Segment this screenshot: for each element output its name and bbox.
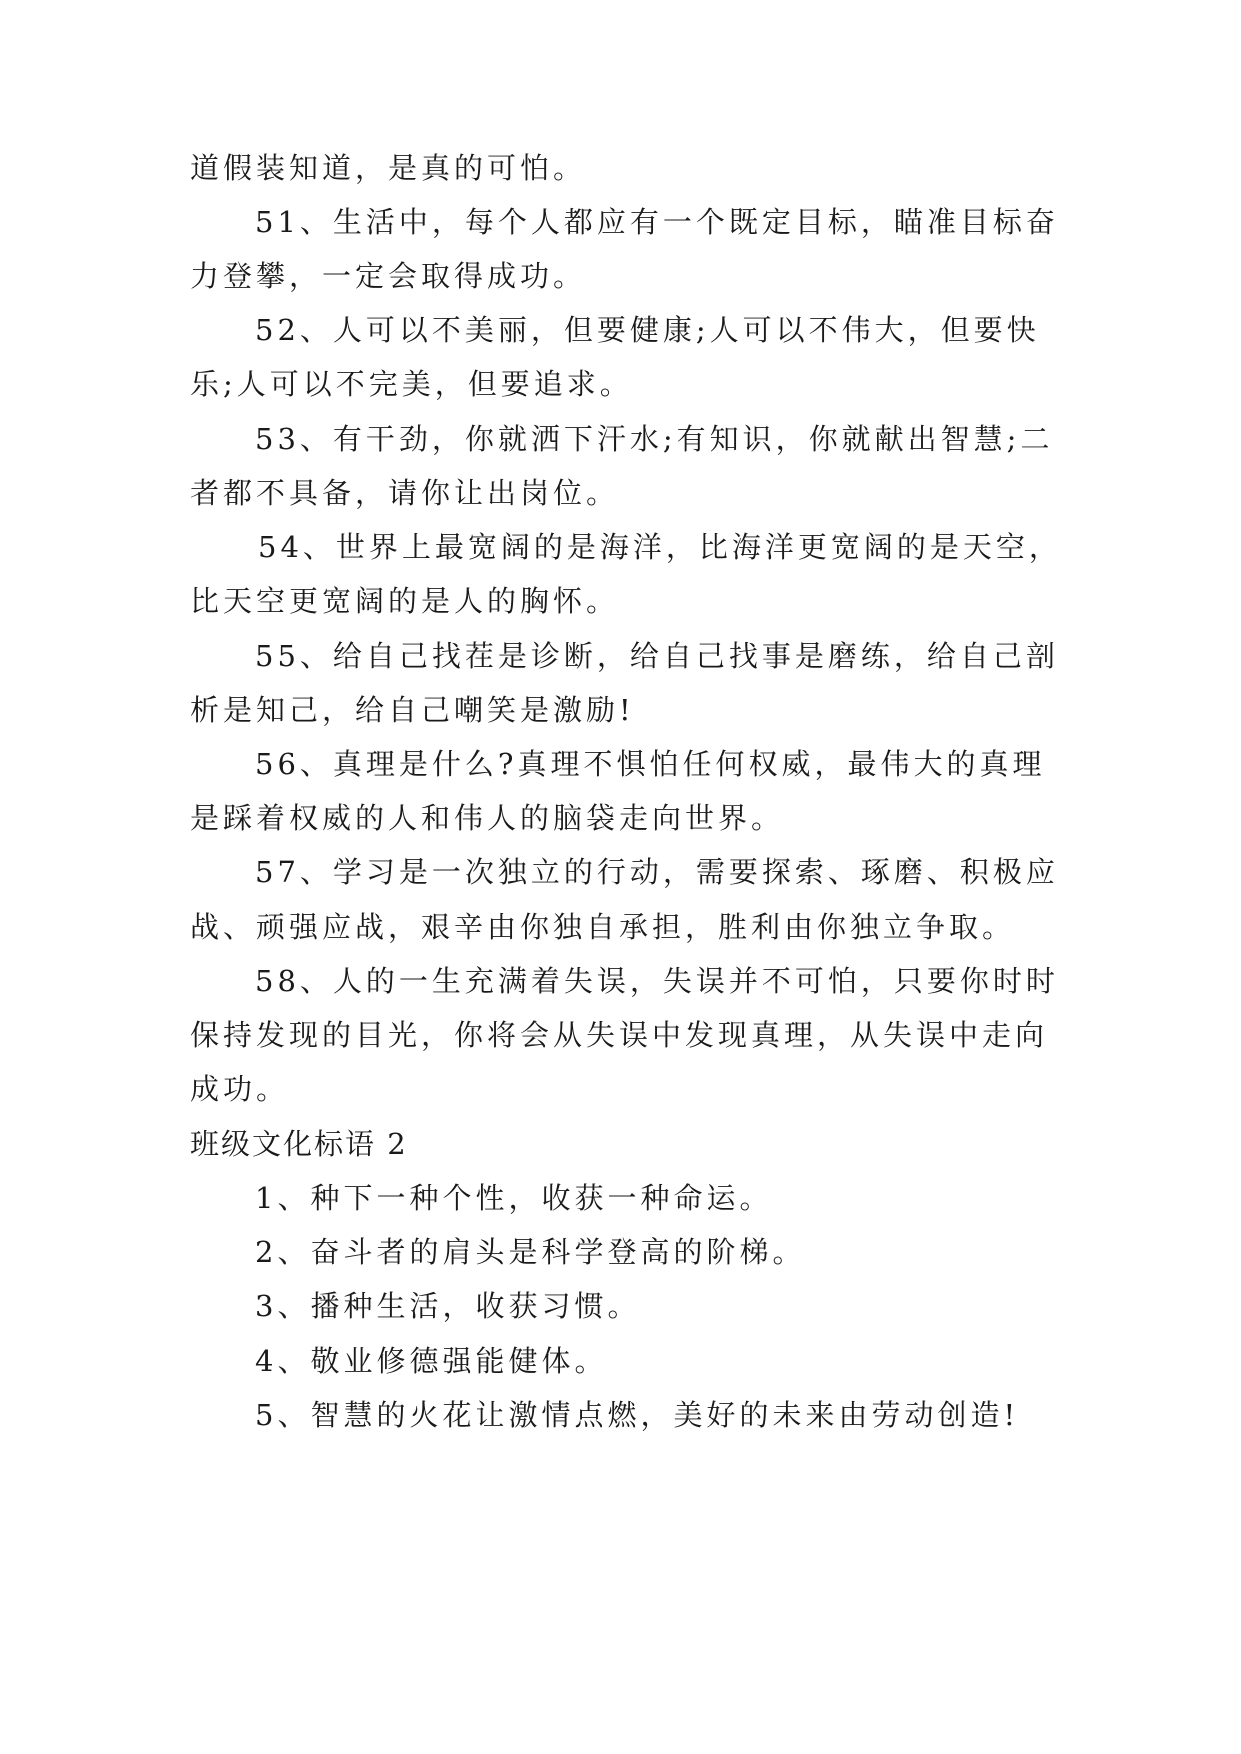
section-heading: 班级文化标语 2 — [190, 1127, 408, 1161]
list-item-4: 4、敬业修德强能健体。 — [255, 1344, 608, 1378]
list-item-58: 58、人的一生充满着失误，失误并不可怕，只要你时时 — [255, 964, 1059, 998]
list-item-56: 56、真理是什么?真理不惧怕任何权威，最伟大的真理 — [255, 747, 1046, 781]
text-line: 成功。 — [190, 1072, 290, 1106]
text-line: 保持发现的目光，你将会从失误中发现真理，从失误中走向 — [190, 1018, 1049, 1052]
text-line: 乐;人可以不完美，但要追求。 — [190, 367, 633, 401]
list-item-51: 51、生活中，每个人都应有一个既定目标，瞄准目标奋 — [255, 205, 1059, 239]
text-line: 者都不具备，请你让出岗位。 — [190, 476, 620, 510]
list-item-54: 54、世界上最宽阔的是海洋，比海洋更宽阔的是天空， — [258, 530, 1062, 564]
list-item-52: 52、人可以不美丽，但要健康;人可以不伟大，但要快 — [255, 313, 1040, 347]
text-line: 力登攀，一定会取得成功。 — [190, 259, 587, 293]
list-item-3: 3、播种生活，收获习惯。 — [255, 1289, 641, 1323]
list-item-1: 1、种下一种个性，收获一种命运。 — [255, 1181, 773, 1215]
text-line: 战、顽强应战，艰辛由你独自承担，胜利由你独立争取。 — [190, 910, 1016, 944]
list-item-57: 57、学习是一次独立的行动，需要探索、琢磨、积极应 — [255, 855, 1059, 889]
text-line: 析是知己，给自己嘲笑是激励! — [190, 693, 635, 727]
list-item-2: 2、奋斗者的肩头是科学登高的阶梯。 — [255, 1235, 806, 1269]
text-line: 道假装知道，是真的可怕。 — [190, 151, 587, 185]
list-item-5: 5、智慧的火花让激情点燃，美好的未来由劳动创造! — [255, 1398, 1020, 1432]
list-item-55: 55、给自己找茬是诊断，给自己找事是磨练，给自己剖 — [255, 639, 1059, 673]
text-line: 是踩着权威的人和伟人的脑袋走向世界。 — [190, 801, 785, 835]
list-item-53: 53、有干劲，你就洒下汗水;有知识，你就献出智慧;二 — [255, 422, 1054, 456]
text-line: 比天空更宽阔的是人的胸怀。 — [190, 584, 620, 618]
